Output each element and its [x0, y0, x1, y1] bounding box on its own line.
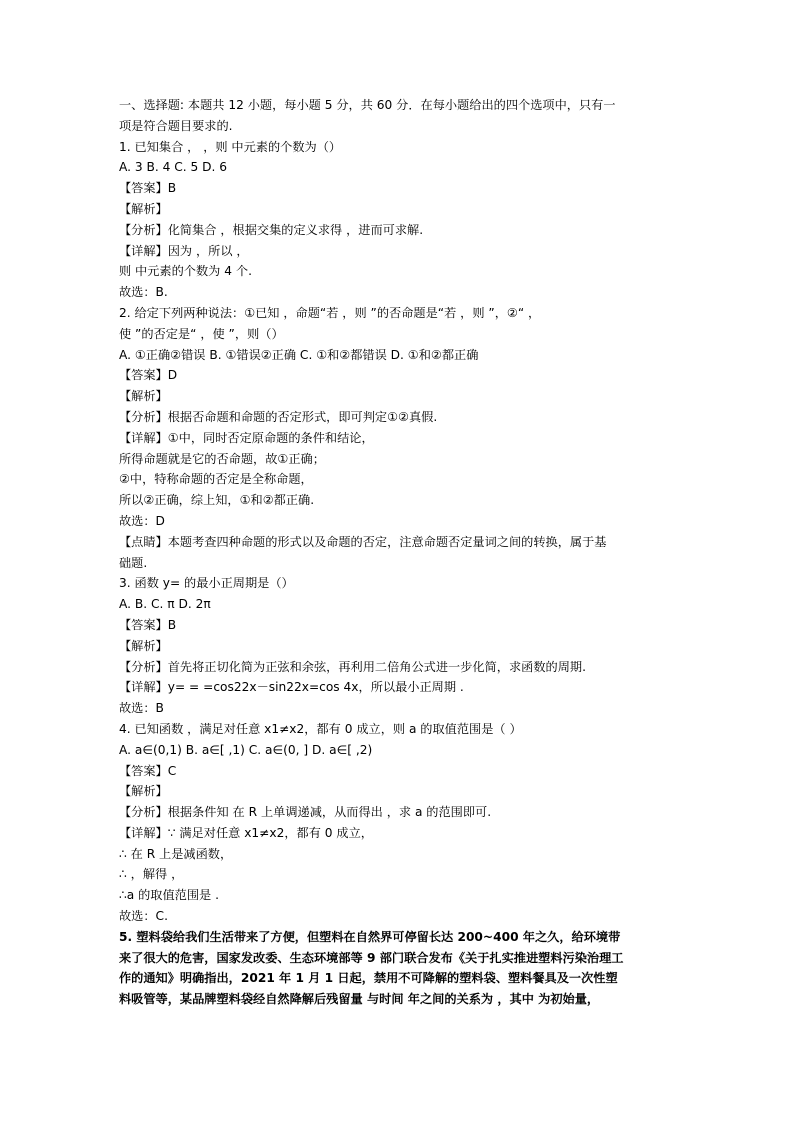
text-line: 故选：D [119, 513, 165, 528]
text-line: ∴ ，解得 ， [119, 867, 184, 882]
text-line: 【解析】 [119, 638, 168, 653]
text-line: 故选：B. [119, 285, 168, 300]
text-line: 所以②正确，综上知，①和②都正确. [119, 493, 315, 508]
text-line: 使 ”的否定是“ ，使 ”，则（） [119, 326, 284, 341]
text-line: A. B. C. π D. 2π [119, 597, 211, 612]
text-line: 故选：B [119, 701, 164, 716]
text-line: 【解析】 [119, 201, 168, 216]
text-line: A. a∈(0,1) B. a∈[ ,1) C. a∈(0, ] D. a∈[ ,2) [119, 742, 373, 757]
text-line: 【答案】B [119, 617, 177, 632]
text-line: 故选：C. [119, 909, 168, 924]
text-line: 3. 函数 y= 的最小正周期是（） [119, 576, 294, 591]
text-line: 一、选择题: 本题共 12 小题，每小题 5 分，共 60 分．在每小题给出的四个选项中，只有一 [119, 98, 616, 112]
text-line: 【解析】 [119, 389, 168, 404]
text-line: ∴a 的取值范围是 . [119, 888, 219, 903]
text-line: 【分析】根据条件知 在 R 上单调递减，从而得出 ，求 a 的范围即可. [119, 805, 492, 820]
text-line: 2. 给定下列两种说法：①已知 ，命题“若 ，则 ”的否命题是“若 ，则 ”，②“ ， [119, 305, 541, 320]
text-line: 来了很大的危害，国家发改委、生态环境部等 9 部门联合发布《关于扎实推进塑料污染治理工 [119, 950, 624, 965]
text-line: 【详解】y= = =cos22x－sin22x=cos 4x，所以最小正周期 . [119, 680, 464, 695]
text-line: 础题. [119, 555, 148, 570]
text-line: 项是符合题目要求的. [119, 118, 233, 133]
text-line: 则 中元素的个数为 4 个. [119, 264, 252, 279]
text-line: 1. 已知集合 ， ，则 中元素的个数为（） [119, 139, 342, 154]
text-line: 【答案】C [119, 763, 177, 778]
text-line: 【分析】根据否命题和命题的否定形式，即可判定①②真假. [119, 409, 438, 424]
text-line: 【答案】B [119, 181, 177, 196]
text-line: 【答案】D [119, 368, 178, 383]
text-line: ②中，特称命题的否定是全称命题， [119, 472, 313, 487]
text-line: 【详解】因为 ，所以 ， [119, 243, 249, 258]
text-line: A. 3 B. 4 C. 5 D. 6 [119, 160, 228, 175]
text-line: 【详解】∵ 满足对任意 x1≠x2，都有 0 成立， [119, 825, 373, 840]
text-line: 4. 已知函数 ，满足对任意 x1≠x2，都有 0 成立，则 a 的取值范围是（ ） [119, 721, 522, 736]
text-line: 5. 塑料袋给我们生活带来了方便，但塑料在自然界可停留长达 200~400 年之久，给环境带 [119, 929, 621, 944]
text-line: 【详解】①中，同时否定原命题的条件和结论， [119, 430, 374, 445]
text-line: 【点睛】本题考查四种命题的形式以及命题的否定，注意命题否定量词之间的转换，属于基 [119, 534, 607, 549]
text-line: 【分析】首先将正切化简为正弦和余弦，再利用二倍角公式进一步化简，求函数的周期. [119, 659, 586, 674]
text-line: 所得命题就是它的否命题，故①正确； [119, 451, 325, 466]
text-line: 【分析】化简集合 ，根据交集的定义求得 ，进而可求解. [119, 222, 424, 237]
text-line: ∴ 在 R 上是减函数， [119, 846, 233, 861]
text-line: 料吸管等，某品牌塑料袋经自然降解后残留量 与时间 年之间的关系为 ，其中 为初始量， [119, 992, 600, 1007]
text-line: A. ①正确②错误 B. ①错误②正确 C. ①和②都错误 D. ①和②都正确 [119, 347, 479, 362]
text-line: 作的通知》明确指出，2021 年 1 月 1 日起，禁用不可降解的塑料袋、塑料餐具及一次性塑 [119, 971, 618, 986]
text-line: 【解析】 [119, 784, 168, 799]
document-content [119, 95, 679, 1010]
